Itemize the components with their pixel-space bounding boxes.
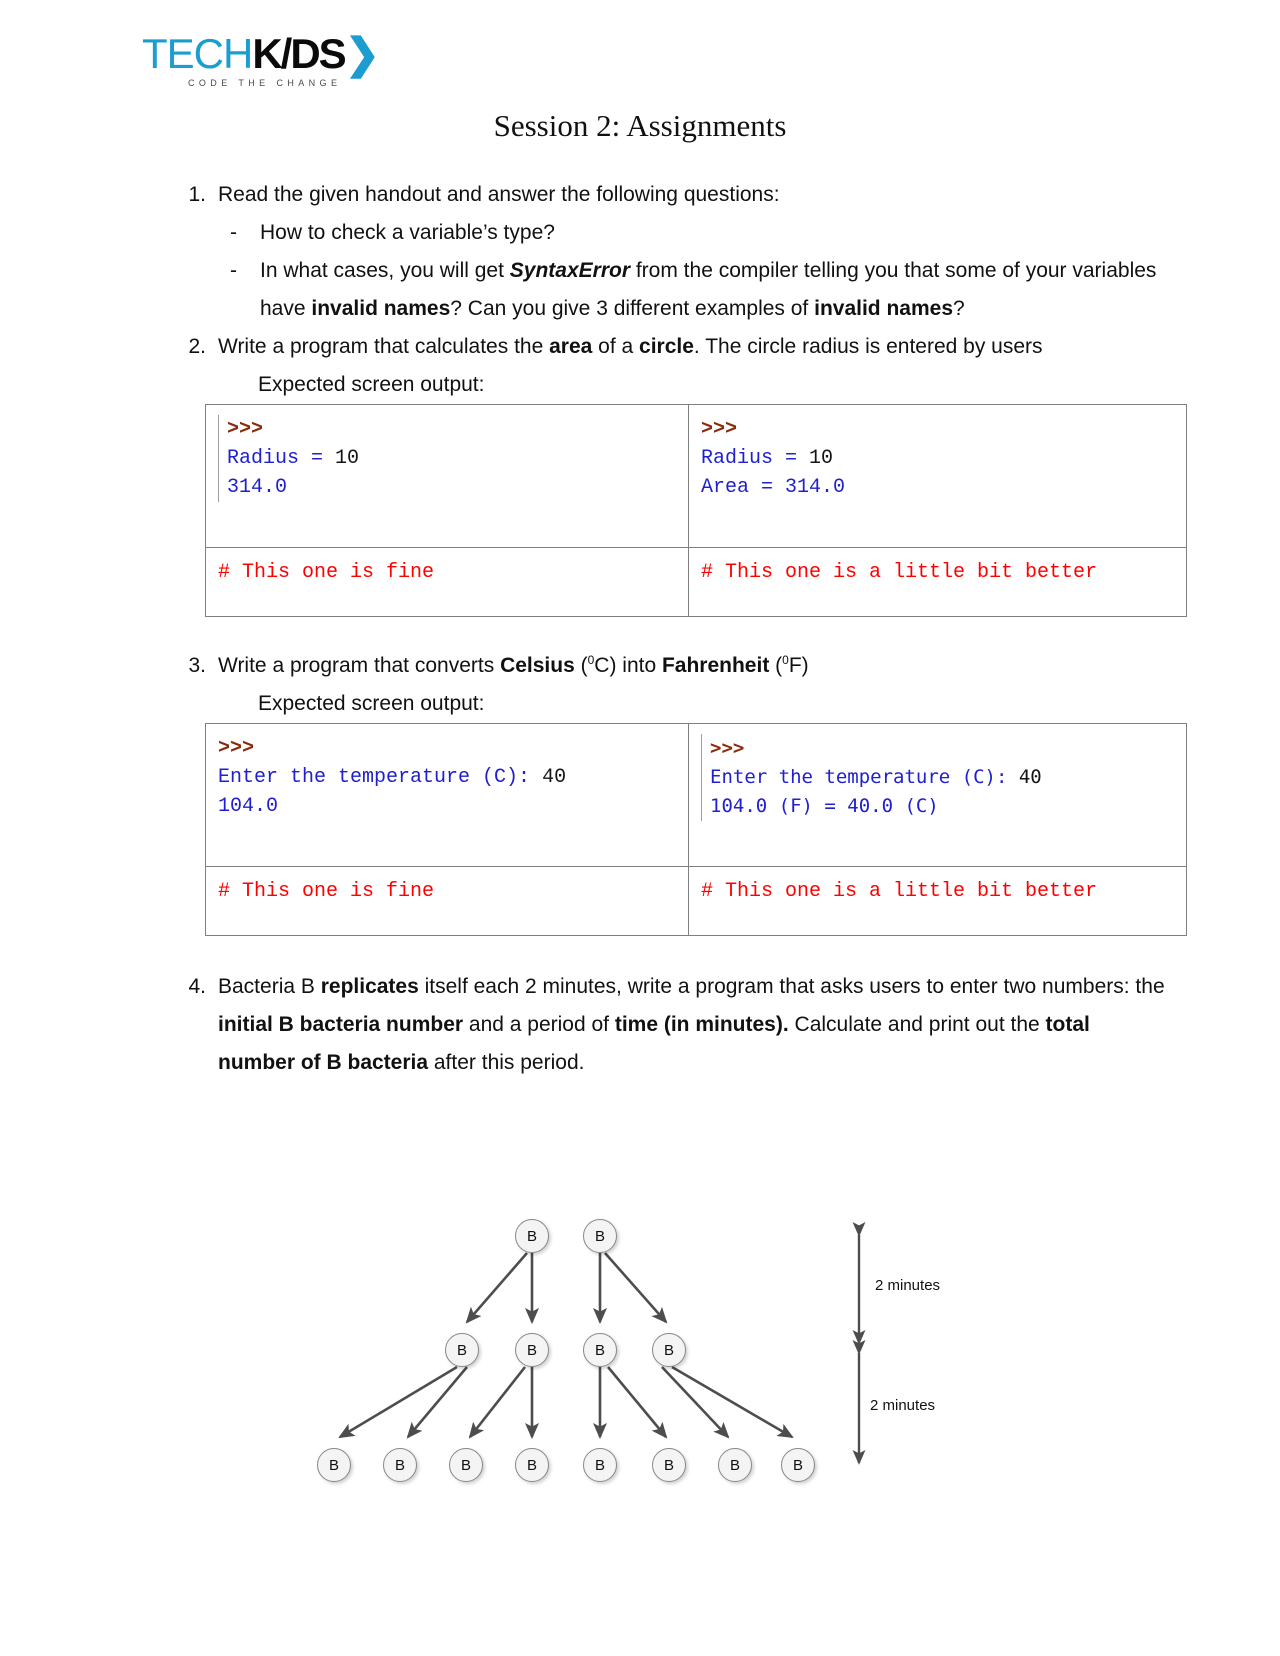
list-text-2-c: . The circle radius is entered by users bbox=[693, 335, 1043, 358]
list-item-4 bbox=[178, 968, 1168, 1082]
list-text-4-d: Calculate and print out the bbox=[788, 1013, 1046, 1036]
list-number-1: 1. bbox=[188, 183, 206, 206]
list-text-2-a: Write a program that calculates the bbox=[218, 335, 550, 358]
bacteria-node bbox=[449, 1448, 483, 1482]
celsius-strong: Celsius bbox=[500, 654, 575, 677]
list-text-4-b: itself each 2 minutes, write a program that asks users to enter two numbers: the bbox=[418, 975, 1165, 998]
bacteria-node-label: B bbox=[594, 1228, 605, 1245]
assignment-list bbox=[178, 176, 1168, 404]
code-block-right bbox=[701, 734, 1186, 821]
logo-tech-text: TECH bbox=[142, 30, 253, 77]
fahrenheit-strong: Fahrenheit bbox=[661, 654, 770, 677]
list-item-3 bbox=[178, 647, 1168, 723]
sub-item-1-1 bbox=[218, 214, 1168, 252]
prompt-text: >>> bbox=[710, 737, 745, 759]
code-text-value: 40 bbox=[542, 766, 567, 789]
bacteria-node bbox=[317, 1448, 351, 1482]
prompt-text: >>> bbox=[701, 418, 738, 441]
comment-cell-left bbox=[206, 548, 689, 617]
bacteria-node bbox=[383, 1448, 417, 1482]
code-line-2 bbox=[227, 473, 688, 502]
logo-tagline: CODE THE CHANGE bbox=[188, 78, 342, 88]
list-number-3: 3. bbox=[188, 654, 206, 677]
list-number-4: 4. bbox=[188, 975, 206, 998]
code-comment-left: # This one is fine bbox=[218, 880, 435, 903]
logo-wordmark bbox=[142, 30, 379, 77]
table-row bbox=[206, 724, 1187, 867]
replicates-strong: replicates bbox=[320, 975, 419, 998]
list-number-2: 2. bbox=[188, 335, 206, 358]
logo-chevron-icon: ❯ bbox=[344, 30, 379, 77]
bacteria-node bbox=[652, 1448, 686, 1482]
bacteria-node-label: B bbox=[792, 1457, 803, 1474]
logo-kids-text: K/DS bbox=[252, 30, 345, 77]
code-table-temperature bbox=[205, 723, 1187, 936]
comment-cell-right bbox=[689, 867, 1187, 936]
bacteria-node bbox=[515, 1448, 549, 1482]
bacteria-node-label: B bbox=[526, 1457, 537, 1474]
code-line-prompt bbox=[701, 415, 1186, 444]
sub-text-1-2-a: In what cases, you will get bbox=[260, 259, 510, 282]
bacteria-node-label: B bbox=[663, 1342, 674, 1359]
bacteria-node-label: B bbox=[526, 1228, 537, 1245]
expected-output-label-3: Expected screen output: bbox=[258, 692, 485, 715]
bacteria-node-label: B bbox=[594, 1342, 605, 1359]
code-line-prompt bbox=[710, 734, 1186, 763]
code-comment-left: # This one is fine bbox=[218, 561, 435, 584]
bacteria-node-label: B bbox=[328, 1457, 339, 1474]
bacteria-replication-diagram bbox=[300, 1205, 940, 1495]
page-title: Session 2: Assignments bbox=[493, 108, 787, 143]
list-item-1 bbox=[178, 176, 1168, 328]
code-text-value: 10 bbox=[809, 447, 834, 470]
sub-text-1-1: How to check a variable’s type? bbox=[260, 221, 555, 244]
timing-label-bottom: 2 minutes bbox=[870, 1397, 936, 1414]
bacteria-node-label: B bbox=[729, 1457, 740, 1474]
initial-bacteria-strong: initial B bacteria number bbox=[218, 1013, 464, 1036]
bacteria-node bbox=[445, 1333, 479, 1367]
code-text-result: 314.0 bbox=[227, 476, 288, 499]
table-row bbox=[206, 405, 1187, 548]
code-block-left bbox=[218, 734, 688, 821]
bacteria-node bbox=[583, 1219, 617, 1253]
code-comment-right: # This one is a little bit better bbox=[701, 561, 1098, 584]
code-text-blue: Enter the temperature (C): bbox=[710, 766, 1019, 788]
code-line-2 bbox=[218, 792, 688, 821]
code-comment-right: # This one is a little bit better bbox=[701, 880, 1098, 903]
bacteria-node bbox=[515, 1219, 549, 1253]
list-text-4-c: and a period of bbox=[463, 1013, 615, 1036]
assignment-list-continued-2 bbox=[178, 968, 1168, 1082]
code-text-blue: Radius = bbox=[701, 447, 810, 470]
degree-superscript-f: 0 bbox=[782, 653, 789, 667]
dash-bullet: - bbox=[230, 259, 237, 282]
code-cell-left bbox=[206, 724, 689, 867]
bacteria-node bbox=[583, 1333, 617, 1367]
code-text-result: Area = 314.0 bbox=[701, 476, 846, 499]
code-text-blue: Enter the temperature (C): bbox=[218, 766, 543, 789]
bacteria-node-label: B bbox=[594, 1457, 605, 1474]
comment-cell-right bbox=[689, 548, 1187, 617]
sub-item-1-2 bbox=[218, 252, 1168, 328]
code-text-value: 40 bbox=[1018, 766, 1042, 788]
list-text-3-a: Write a program that converts bbox=[218, 654, 501, 677]
timing-label-top: 2 minutes bbox=[875, 1277, 941, 1294]
invalid-names-strong-2: invalid names bbox=[814, 297, 953, 320]
code-line-1 bbox=[701, 444, 1186, 473]
code-text-result: 104.0 bbox=[218, 795, 279, 818]
code-text-blue: Radius = bbox=[227, 447, 336, 470]
code-line-prompt bbox=[227, 415, 688, 444]
table-row bbox=[206, 867, 1187, 936]
list-item-2 bbox=[178, 328, 1168, 404]
list-text-3-e: F) bbox=[788, 654, 809, 677]
time-minutes-strong: time (in minutes). bbox=[614, 1013, 789, 1036]
bacteria-node bbox=[652, 1333, 686, 1367]
sublist-1 bbox=[218, 214, 1168, 328]
syntaxerror-emphasis: SyntaxError bbox=[509, 259, 631, 282]
comment-cell-left bbox=[206, 867, 689, 936]
sub-text-1-2-d: ? bbox=[953, 297, 965, 320]
bacteria-node bbox=[515, 1333, 549, 1367]
code-line-1 bbox=[218, 763, 688, 792]
degree-superscript-c: 0 bbox=[587, 653, 595, 667]
bacteria-node-label: B bbox=[456, 1342, 467, 1359]
prompt-text: >>> bbox=[227, 418, 264, 441]
list-text-3-b: ( bbox=[574, 654, 588, 677]
prompt-text: >>> bbox=[218, 737, 255, 760]
code-text-value: 10 bbox=[335, 447, 360, 470]
invalid-names-strong-1: invalid names bbox=[311, 297, 451, 320]
sub-text-1-2-b: from the compiler telling you that some of your variables have bbox=[260, 259, 1157, 320]
bacteria-node-label: B bbox=[394, 1457, 405, 1474]
code-line-2 bbox=[701, 473, 1186, 502]
expected-output-label-2: Expected screen output: bbox=[258, 373, 485, 396]
assignment-content bbox=[178, 176, 1168, 1082]
list-text-1: Read the given handout and answer the following questions: bbox=[218, 183, 780, 206]
bacteria-node-label: B bbox=[460, 1457, 471, 1474]
list-text-3-d: ( bbox=[769, 654, 783, 677]
techkids-logo bbox=[142, 30, 379, 94]
code-block-right bbox=[701, 415, 1186, 502]
bacteria-node bbox=[583, 1448, 617, 1482]
code-cell-left bbox=[206, 405, 689, 548]
list-text-3-c: C) into bbox=[594, 654, 662, 677]
circle-strong: circle bbox=[639, 335, 694, 358]
bacteria-node bbox=[781, 1448, 815, 1482]
code-text-result: 104.0 (F) = 40.0 (C) bbox=[710, 795, 939, 817]
list-text-2-b: of a bbox=[592, 335, 640, 358]
code-table-circle bbox=[205, 404, 1187, 617]
list-text-4-e: after this period. bbox=[428, 1051, 585, 1074]
code-line-1 bbox=[227, 444, 688, 473]
bacteria-node-label: B bbox=[526, 1342, 537, 1359]
assignment-list-continued bbox=[178, 647, 1168, 723]
bacteria-node-label: B bbox=[663, 1457, 674, 1474]
code-line-2 bbox=[710, 792, 1186, 821]
area-strong: area bbox=[549, 335, 593, 358]
list-text-4-a: Bacteria B bbox=[218, 975, 321, 998]
code-line-1 bbox=[710, 763, 1186, 792]
table-row bbox=[206, 548, 1187, 617]
code-cell-right bbox=[689, 724, 1187, 867]
code-line-prompt bbox=[218, 734, 688, 763]
dash-bullet: - bbox=[230, 221, 237, 244]
code-cell-right bbox=[689, 405, 1187, 548]
sub-text-1-2-c: ? Can you give 3 different examples of bbox=[450, 297, 815, 320]
bacteria-node bbox=[718, 1448, 752, 1482]
code-block-left bbox=[218, 415, 688, 502]
total-number-strong: total number of B bacteria bbox=[218, 1013, 1090, 1074]
